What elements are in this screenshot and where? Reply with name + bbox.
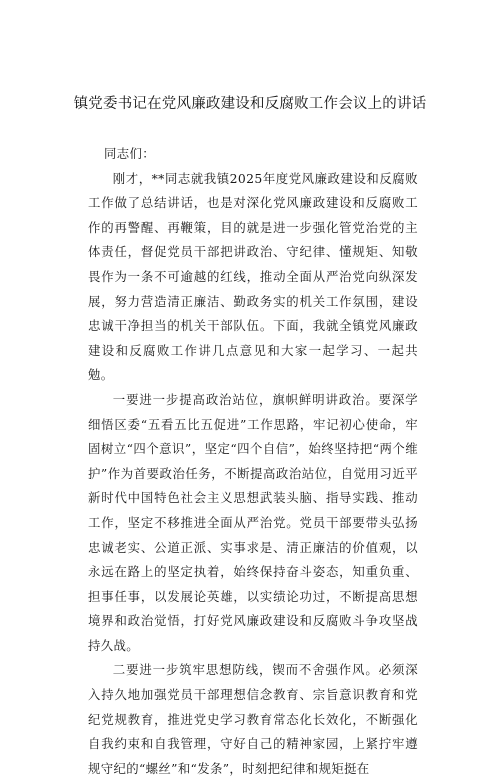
paragraph-opening: 刚才，**同志就我镇2025年度党风廉政建设和反腐败工作做了总结讲话，也是对深化党风廉政建设和反腐败工作的再警醒、再鞭策，目的就是进一步强化管党治党的主体责任，督促党员干部把讲政治、守纪律、懂规矩、知敬畏作为一条不可逾越的红线，推动全面从严治党向纵深发展，努力营造清正廉洁、勤政务实的机关工作氛围，建设忠诚干净担当的机关干部队伍。下面，我就全镇党风廉政建设和反腐败工作讲几点意见和大家一起学习、一起共勉。 <box>88 170 418 383</box>
paragraph-point-one: 一要进一步提高政治站位，旗帜鲜明讲政治。要深学细悟区委“五看五比五促进”工作思路，牢记初心使命，牢固树立“四个意识”，坚定“四个自信”，始终坚持把“两个维护”作为首要政治任务，不断提高政治站位，自觉用习近平新时代中国特色社会主义思想武装头脑、指导实践、推动工作，坚定不移推进全面从严治党。党员干部要带头弘扬忠诚老实、公道正派、实事求是、清正廉洁的价值观，以永远在路上的坚定执着，始终保持奋斗姿态，知重负重、担事任事，以发展论英雄，以实绩论功过，不断提高思想境界和政治觉悟，打好党风廉政建设和反腐败斗争攻坚战持久战。 <box>88 391 418 653</box>
salutation: 同志们： <box>104 146 155 161</box>
paragraph-point-two: 二要进一步筑牢思想防线，锲而不舍强作风。必须深入持久地加强党员干部理想信念教育、宗旨意识教育和党纪党规教育，推进党史学习教育常态化长效化，不断强化自我约束和自我管理，守好自己的精神家园，上紧拧牢遵规守纪的“螺丝”和“发条”，时刻把纪律和规矩挺在 <box>88 662 418 776</box>
document-body <box>88 142 418 781</box>
document-title: 镇党委书记在党风廉政建设和反腐败工作会议上的讲话 <box>73 96 427 112</box>
